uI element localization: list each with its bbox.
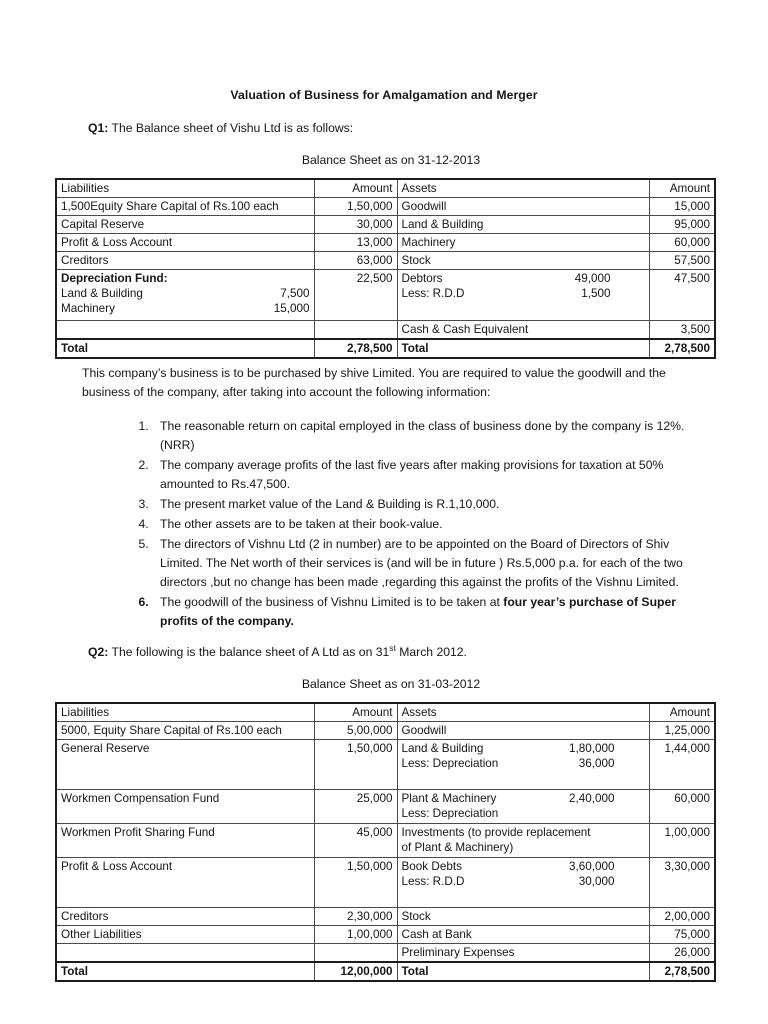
liability-amount	[314, 321, 397, 340]
q1-balance-sheet-caption: Balance Sheet as on 31-12-2013	[301, 153, 481, 167]
workmen-compensation-row	[56, 790, 715, 824]
total-assets-amount: 2,78,500	[649, 962, 715, 981]
liability-amount: 5,00,000	[314, 722, 397, 740]
table-row	[56, 216, 715, 234]
plant-machinery-depreciation-label: Less: Depreciation	[401, 807, 499, 821]
debtors-amount: 49,000	[574, 272, 611, 285]
table-total-row	[56, 339, 715, 358]
debtors-net-amount: 47,500	[649, 270, 715, 321]
table-total-row	[56, 962, 715, 981]
list-item-goodwill-lead: The goodwill of the business of Vishnu Limited is to be taken at	[160, 595, 504, 609]
asset-label: Land & Building	[397, 216, 649, 234]
total-assets-label: Total	[397, 339, 649, 358]
depreciation-machinery	[61, 301, 310, 316]
asset-label: Goodwill	[397, 198, 649, 216]
book-debts-line	[402, 859, 645, 874]
depreciation-fund-row	[56, 270, 715, 321]
liability-amount: 30,000	[314, 216, 397, 234]
depreciation-fund-total: 22,500	[314, 270, 397, 321]
workmen-profit-sharing-row	[56, 824, 715, 858]
rdd-label: Less: R.D.D	[401, 287, 465, 300]
plant-machinery-amount: 2,40,000	[569, 792, 615, 806]
liability-label: Creditors	[56, 908, 314, 926]
asset-amount: 3,500	[649, 321, 715, 340]
table-row	[56, 722, 715, 740]
table-row	[56, 908, 715, 926]
liability-label	[56, 321, 314, 340]
total-liabilities-amount: 12,00,000	[314, 962, 397, 981]
liability-label: General Reserve	[56, 740, 314, 790]
land-building-depreciation-label: Less: Depreciation	[401, 757, 499, 771]
total-liabilities-amount: 2,78,500	[314, 339, 397, 358]
land-building-depreciation-amount: 36,000	[578, 757, 615, 771]
liability-amount: 45,000	[314, 824, 397, 858]
balance-sheet-table-q1	[55, 178, 716, 359]
plant-machinery-label: Plant & Machinery	[401, 792, 497, 806]
asset-amount: 95,000	[649, 216, 715, 234]
q1-paragraph: This company’s business is to be purchased by shive Limited. You are required to value the goodwill and the business of the company, after taking into account the following information:	[82, 366, 666, 399]
rdd-amount: 1,500	[581, 287, 611, 300]
debtors-block	[397, 270, 649, 321]
book-debts-amount: 3,60,000	[569, 860, 615, 874]
asset-amount: 75,000	[649, 926, 715, 944]
liability-label: Profit & Loss Account	[56, 858, 314, 908]
liability-amount: 1,50,000	[314, 198, 397, 216]
table-header-row	[56, 703, 715, 722]
liability-label: Workmen Compensation Fund	[56, 790, 314, 824]
table-header-row	[56, 179, 715, 198]
liability-label: Profit & Loss Account	[56, 234, 314, 252]
book-debts-block	[397, 858, 649, 908]
header-liabilities: Liabilities	[56, 179, 314, 198]
question-1-heading	[88, 121, 768, 135]
liability-label: 5000, Equity Share Capital of Rs.100 each	[56, 722, 314, 740]
liability-label: 1,500Equity Share Capital of Rs.100 each	[56, 198, 314, 216]
plant-machinery-line	[402, 791, 645, 806]
land-building-depreciation-line	[402, 756, 645, 771]
debtors-label: Debtors	[401, 272, 443, 285]
q2-label: Q2:	[88, 645, 109, 660]
asset-amount: 2,00,000	[649, 908, 715, 926]
book-debts-rdd-amount: 30,000	[578, 875, 615, 889]
plant-machinery-net-amount: 60,000	[649, 790, 715, 824]
depreciation-land-building	[61, 286, 310, 301]
q1-text: The Balance sheet of Vishu Ltd is as follows:	[108, 121, 354, 135]
q2-balance-sheet-caption: Balance Sheet as on 31-03-2012	[301, 677, 481, 692]
profit-loss-row	[56, 858, 715, 908]
liability-amount: 2,30,000	[314, 908, 397, 926]
liability-amount: 1,50,000	[314, 858, 397, 908]
land-building-net-amount: 1,44,000	[649, 740, 715, 790]
table-row	[56, 234, 715, 252]
q1-label: Q1:	[88, 121, 109, 135]
general-reserve-row	[56, 740, 715, 790]
list-item: 2. The company average profits of the last five years after making provisions for taxation at 50% amounted to Rs.47,500.	[152, 456, 700, 494]
rdd-line	[402, 286, 645, 301]
asset-label: Goodwill	[397, 722, 649, 740]
page-title: Valuation of Business for Amalgamation and Merger	[230, 88, 538, 102]
balance-sheet-table-q2	[55, 702, 716, 982]
liability-amount: 13,000	[314, 234, 397, 252]
asset-amount: 26,000	[649, 944, 715, 963]
table-row	[56, 252, 715, 270]
header-amount-right: Amount	[649, 703, 715, 722]
list-item: 5. The directors of Vishnu Ltd (2 in number) are to be appointed on the Board of Directors of Shiv Limited. The Net worth of their services is (and will be in future ) Rs.5,000 p.a. for each of the two directors ,but no change has been made ,regarding this against the profits of the Vishnu Limited.	[152, 535, 700, 592]
liability-amount: 25,000	[314, 790, 397, 824]
header-amount-left: Amount	[314, 703, 397, 722]
investments-amount: 1,00,000	[649, 824, 715, 858]
table-row	[56, 926, 715, 944]
header-assets: Assets	[397, 703, 649, 722]
header-amount-right: Amount	[649, 179, 715, 198]
asset-amount: 1,25,000	[649, 722, 715, 740]
asset-label: Cash at Bank	[397, 926, 649, 944]
q1-requirements-list	[0, 417, 700, 631]
list-item-goodwill	[152, 593, 700, 631]
list-item: 1. The reasonable return on capital employed in the class of business done by the company is 12%.(NRR)	[152, 417, 700, 455]
header-amount-left: Amount	[314, 179, 397, 198]
depreciation-land-building-label: Land & Building	[61, 287, 143, 300]
depreciation-machinery-label: Machinery	[61, 302, 115, 315]
total-liabilities-label: Total	[56, 962, 314, 981]
book-debts-label: Book Debts	[401, 860, 462, 874]
investments-block	[397, 824, 649, 858]
q2-text-before: The following is the balance sheet of A Ltd as on 31	[108, 645, 390, 660]
liability-label	[56, 944, 314, 963]
land-building-amount: 1,80,000	[569, 742, 615, 756]
land-building-label: Land & Building	[401, 742, 484, 756]
liability-label: Other Liabilities	[56, 926, 314, 944]
investments-line-2: of Plant & Machinery)	[401, 841, 514, 855]
book-debts-rdd-label: Less: R.D.D	[401, 875, 465, 889]
asset-label: Stock	[397, 252, 649, 270]
question-2-heading	[88, 643, 768, 659]
book-debts-rdd-line	[402, 874, 645, 889]
table-row	[56, 198, 715, 216]
depreciation-land-building-amount: 7,500	[280, 287, 310, 300]
asset-label: Cash & Cash Equivalent	[397, 321, 649, 340]
list-item-goodwill-bold: four year’s purchase of Super profits of the company.	[160, 595, 676, 628]
asset-label: Preliminary Expenses	[397, 944, 649, 963]
liability-label: Capital Reserve	[56, 216, 314, 234]
asset-label: Machinery	[397, 234, 649, 252]
liability-amount	[314, 944, 397, 963]
land-building-line	[402, 741, 645, 756]
list-item: 3. The present market value of the Land & Building is R.1,10,000.	[152, 495, 700, 514]
depreciation-fund-heading: Depreciation Fund:	[61, 272, 168, 285]
debtors-line	[402, 271, 645, 286]
header-liabilities: Liabilities	[56, 703, 314, 722]
table-row	[56, 321, 715, 340]
q2-superscript: st	[389, 643, 396, 653]
plant-machinery-block	[397, 790, 649, 824]
total-liabilities-label: Total	[56, 339, 314, 358]
liability-amount: 1,00,000	[314, 926, 397, 944]
asset-amount: 57,500	[649, 252, 715, 270]
table-row	[56, 944, 715, 963]
asset-amount: 60,000	[649, 234, 715, 252]
q2-text-after: March 2012.	[395, 645, 467, 660]
investments-line-1: Investments (to provide replacement	[401, 826, 591, 840]
depreciation-machinery-amount: 15,000	[273, 302, 310, 315]
book-debts-net-amount: 3,30,000	[649, 858, 715, 908]
liability-label: Creditors	[56, 252, 314, 270]
depreciation-fund-block	[56, 270, 314, 321]
header-assets: Assets	[397, 179, 649, 198]
total-assets-amount: 2,78,500	[649, 339, 715, 358]
liability-amount: 1,50,000	[314, 740, 397, 790]
total-assets-label: Total	[397, 962, 649, 981]
list-item: 4. The other assets are to be taken at their book-value.	[152, 515, 700, 534]
land-building-block	[397, 740, 649, 790]
liability-amount: 63,000	[314, 252, 397, 270]
asset-amount: 15,000	[649, 198, 715, 216]
asset-label: Stock	[397, 908, 649, 926]
liability-label: Workmen Profit Sharing Fund	[56, 824, 314, 858]
plant-machinery-depreciation-line	[402, 806, 645, 821]
